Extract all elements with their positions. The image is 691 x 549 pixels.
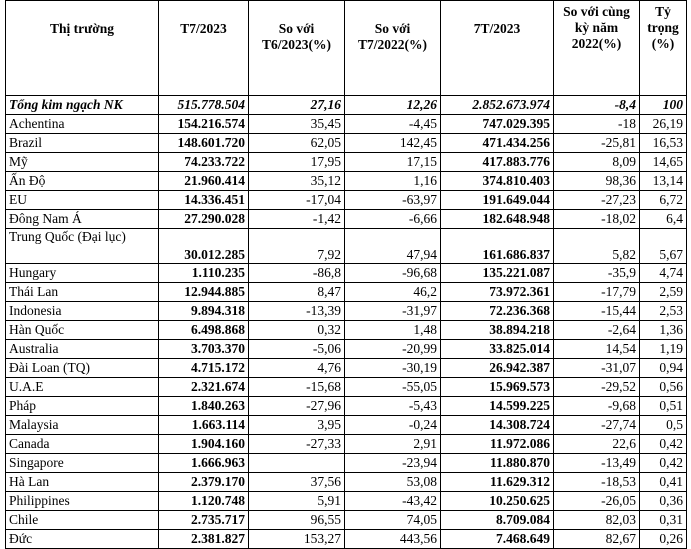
share-value: 13,14: [640, 172, 687, 191]
vs-t6-value: 17,95: [249, 153, 345, 172]
table-row: [6, 359, 687, 378]
market-name: Pháp: [6, 397, 159, 416]
vs-t6-value: -13,39: [249, 302, 345, 321]
market-name: Đông Nam Á: [6, 210, 159, 229]
seven-months-value: 73.972.361: [441, 283, 554, 302]
seven-months-value: 182.648.948: [441, 210, 554, 229]
vs-same-period-value: -2,64: [554, 321, 640, 340]
vs-t7-2022-value: 142,45: [345, 134, 441, 153]
seven-months-value: 15.969.573: [441, 378, 554, 397]
vs-same-period-value: 14,54: [554, 340, 640, 359]
seven-months-value: 161.686.837: [441, 229, 554, 264]
market-name: Indonesia: [6, 302, 159, 321]
seven-months-value: 191.649.044: [441, 191, 554, 210]
share-value: 5,67: [640, 229, 687, 264]
vs-same-period-value: -18,02: [554, 210, 640, 229]
share-value: 4,74: [640, 264, 687, 283]
vs-same-period-value: -18,53: [554, 473, 640, 492]
share-value: 1,36: [640, 321, 687, 340]
vs-t6-value: 37,56: [249, 473, 345, 492]
vs-same-period-value: -9,68: [554, 397, 640, 416]
market-name: Brazil: [6, 134, 159, 153]
vs-t6-value: 4,76: [249, 359, 345, 378]
vs-t6-value: -1,42: [249, 210, 345, 229]
vs-t6-value: 35,12: [249, 172, 345, 191]
header-vs-t6: So với T6/2023(%): [249, 1, 345, 96]
total-t7: 515.778.504: [159, 96, 249, 115]
vs-t7-2022-value: -96,68: [345, 264, 441, 283]
seven-months-value: 33.825.014: [441, 340, 554, 359]
header-t7: T7/2023: [159, 1, 249, 96]
vs-t6-value: 35,45: [249, 115, 345, 134]
vs-same-period-value: -27,23: [554, 191, 640, 210]
market-name: Trung Quốc (Đại lục): [6, 229, 159, 264]
market-name: Singapore: [6, 454, 159, 473]
market-name: Achentina: [6, 115, 159, 134]
table-row: [6, 492, 687, 511]
seven-months-value: 8.709.084: [441, 511, 554, 530]
vs-same-period-value: -13,49: [554, 454, 640, 473]
vs-t7-2022-value: -43,42: [345, 492, 441, 511]
t7-value: 30.012.285: [159, 229, 249, 264]
vs-t7-2022-value: -0,24: [345, 416, 441, 435]
share-value: 14,65: [640, 153, 687, 172]
vs-t6-value: 3,95: [249, 416, 345, 435]
share-value: 26,19: [640, 115, 687, 134]
seven-months-value: 417.883.776: [441, 153, 554, 172]
table-row: [6, 473, 687, 492]
vs-t7-2022-value: 1,16: [345, 172, 441, 191]
t7-value: 6.498.868: [159, 321, 249, 340]
vs-t6-value: -27,33: [249, 435, 345, 454]
share-value: 16,53: [640, 134, 687, 153]
total-vs-t7-2022: 12,26: [345, 96, 441, 115]
market-name: Canada: [6, 435, 159, 454]
t7-value: 148.601.720: [159, 134, 249, 153]
vs-same-period-value: 82,67: [554, 530, 640, 549]
vs-t6-value: 0,32: [249, 321, 345, 340]
market-name: Australia: [6, 340, 159, 359]
vs-t6-value: 62,05: [249, 134, 345, 153]
t7-value: 2.735.717: [159, 511, 249, 530]
share-value: 0,51: [640, 397, 687, 416]
table-row: [6, 153, 687, 172]
vs-t6-value: -5,06: [249, 340, 345, 359]
market-name: Ấn Độ: [6, 172, 159, 191]
vs-same-period-value: -17,79: [554, 283, 640, 302]
table-row: [6, 283, 687, 302]
seven-months-value: 374.810.403: [441, 172, 554, 191]
vs-t6-value: -86,8: [249, 264, 345, 283]
share-value: 0,42: [640, 454, 687, 473]
vs-same-period-value: 8,09: [554, 153, 640, 172]
vs-same-period-value: 22,6: [554, 435, 640, 454]
share-value: 0,26: [640, 530, 687, 549]
vs-t7-2022-value: -4,45: [345, 115, 441, 134]
vs-t7-2022-value: 17,15: [345, 153, 441, 172]
t7-value: 3.703.370: [159, 340, 249, 359]
vs-t7-2022-value: 53,08: [345, 473, 441, 492]
share-value: 2,53: [640, 302, 687, 321]
import-market-table: [5, 0, 687, 549]
market-name: Philippines: [6, 492, 159, 511]
vs-same-period-value: 98,36: [554, 172, 640, 191]
t7-value: 9.894.318: [159, 302, 249, 321]
seven-months-value: 11.972.086: [441, 435, 554, 454]
t7-value: 1.904.160: [159, 435, 249, 454]
market-name: Chile: [6, 511, 159, 530]
t7-value: 4.715.172: [159, 359, 249, 378]
share-value: 0,41: [640, 473, 687, 492]
seven-months-value: 11.880.870: [441, 454, 554, 473]
share-value: 0,94: [640, 359, 687, 378]
table-row: [6, 264, 687, 283]
table-row: [6, 321, 687, 340]
table-row: [6, 397, 687, 416]
market-name: Đức: [6, 530, 159, 549]
total-vs-t6: 27,16: [249, 96, 345, 115]
vs-t7-2022-value: -31,97: [345, 302, 441, 321]
vs-t6-value: 8,47: [249, 283, 345, 302]
vs-t6-value: -15,68: [249, 378, 345, 397]
vs-t6-value: 153,27: [249, 530, 345, 549]
share-value: 6,4: [640, 210, 687, 229]
vs-same-period-value: 82,03: [554, 511, 640, 530]
t7-value: 1.840.263: [159, 397, 249, 416]
market-name: Malaysia: [6, 416, 159, 435]
vs-t7-2022-value: -6,66: [345, 210, 441, 229]
table-row: [6, 530, 687, 549]
market-name: Hungary: [6, 264, 159, 283]
vs-t7-2022-value: -63,97: [345, 191, 441, 210]
vs-same-period-value: -27,74: [554, 416, 640, 435]
table-row: [6, 340, 687, 359]
table-row: [6, 454, 687, 473]
share-value: 0,31: [640, 511, 687, 530]
share-value: 0,56: [640, 378, 687, 397]
t7-value: 2.321.674: [159, 378, 249, 397]
market-name: Hà Lan: [6, 473, 159, 492]
total-name: Tổng kim ngạch NK: [6, 96, 159, 115]
seven-months-value: 26.942.387: [441, 359, 554, 378]
header-seven-months: 7T/2023: [441, 1, 554, 96]
vs-t7-2022-value: 443,56: [345, 530, 441, 549]
market-name: Mỹ: [6, 153, 159, 172]
vs-same-period-value: -29,52: [554, 378, 640, 397]
share-value: 6,72: [640, 191, 687, 210]
seven-months-value: 11.629.312: [441, 473, 554, 492]
t7-value: 14.336.451: [159, 191, 249, 210]
t7-value: 1.110.235: [159, 264, 249, 283]
total-vs-same-period: -8,4: [554, 96, 640, 115]
seven-months-value: 72.236.368: [441, 302, 554, 321]
market-name: U.A.E: [6, 378, 159, 397]
vs-same-period-value: -15,44: [554, 302, 640, 321]
vs-t6-value: 5,91: [249, 492, 345, 511]
t7-value: 21.960.414: [159, 172, 249, 191]
table-row: [6, 378, 687, 397]
vs-same-period-value: -26,05: [554, 492, 640, 511]
vs-t7-2022-value: 1,48: [345, 321, 441, 340]
vs-same-period-value: -18: [554, 115, 640, 134]
header-share: Tỷ trọng (%): [640, 1, 687, 96]
vs-t6-value: -27,96: [249, 397, 345, 416]
vs-t7-2022-value: 2,91: [345, 435, 441, 454]
table-row: [6, 191, 687, 210]
total-share: 100: [640, 96, 687, 115]
table-row: [6, 115, 687, 134]
total-seven-months: 2.852.673.974: [441, 96, 554, 115]
vs-t7-2022-value: -20,99: [345, 340, 441, 359]
vs-same-period-value: 5,82: [554, 229, 640, 264]
t7-value: 1.120.748: [159, 492, 249, 511]
seven-months-value: 14.599.225: [441, 397, 554, 416]
table-row: [6, 416, 687, 435]
market-name: Hàn Quốc: [6, 321, 159, 340]
t7-value: 12.944.885: [159, 283, 249, 302]
share-value: 0,36: [640, 492, 687, 511]
seven-months-value: 471.434.256: [441, 134, 554, 153]
share-value: 0,5: [640, 416, 687, 435]
header-market: Thị trường: [6, 1, 159, 96]
t7-value: 74.233.722: [159, 153, 249, 172]
t7-value: 2.381.827: [159, 530, 249, 549]
seven-months-value: 38.894.218: [441, 321, 554, 340]
share-value: 0,42: [640, 435, 687, 454]
vs-t6-value: -17,04: [249, 191, 345, 210]
vs-t7-2022-value: -23,94: [345, 454, 441, 473]
seven-months-value: 135.221.087: [441, 264, 554, 283]
t7-value: 154.216.574: [159, 115, 249, 134]
vs-same-period-value: -31,07: [554, 359, 640, 378]
vs-t7-2022-value: -55,05: [345, 378, 441, 397]
table-row: [6, 172, 687, 191]
seven-months-value: 10.250.625: [441, 492, 554, 511]
vs-t7-2022-value: 46,2: [345, 283, 441, 302]
market-name: Thái Lan: [6, 283, 159, 302]
share-value: 2,59: [640, 283, 687, 302]
t7-value: 2.379.170: [159, 473, 249, 492]
vs-t7-2022-value: 74,05: [345, 511, 441, 530]
header-vs-t7-2022: So với T7/2022(%): [345, 1, 441, 96]
table-row: [6, 229, 687, 264]
vs-t6-value: [249, 454, 345, 473]
seven-months-value: 14.308.724: [441, 416, 554, 435]
vs-t6-value: 7,92: [249, 229, 345, 264]
vs-t7-2022-value: -30,19: [345, 359, 441, 378]
vs-t6-value: 96,55: [249, 511, 345, 530]
table-row: [6, 302, 687, 321]
table-row: [6, 511, 687, 530]
table-row: [6, 210, 687, 229]
market-name: Đài Loan (TQ): [6, 359, 159, 378]
seven-months-value: 7.468.649: [441, 530, 554, 549]
total-row: [6, 96, 687, 115]
vs-same-period-value: -25,81: [554, 134, 640, 153]
table-header-row: [6, 1, 687, 96]
t7-value: 1.663.114: [159, 416, 249, 435]
table-row: [6, 435, 687, 454]
vs-t7-2022-value: -5,43: [345, 397, 441, 416]
t7-value: 27.290.028: [159, 210, 249, 229]
market-name: EU: [6, 191, 159, 210]
header-vs-same-period: So với cùng kỳ năm 2022(%): [554, 1, 640, 96]
share-value: 1,19: [640, 340, 687, 359]
vs-t7-2022-value: 47,94: [345, 229, 441, 264]
table-row: [6, 134, 687, 153]
seven-months-value: 747.029.395: [441, 115, 554, 134]
t7-value: 1.666.963: [159, 454, 249, 473]
vs-same-period-value: -35,9: [554, 264, 640, 283]
